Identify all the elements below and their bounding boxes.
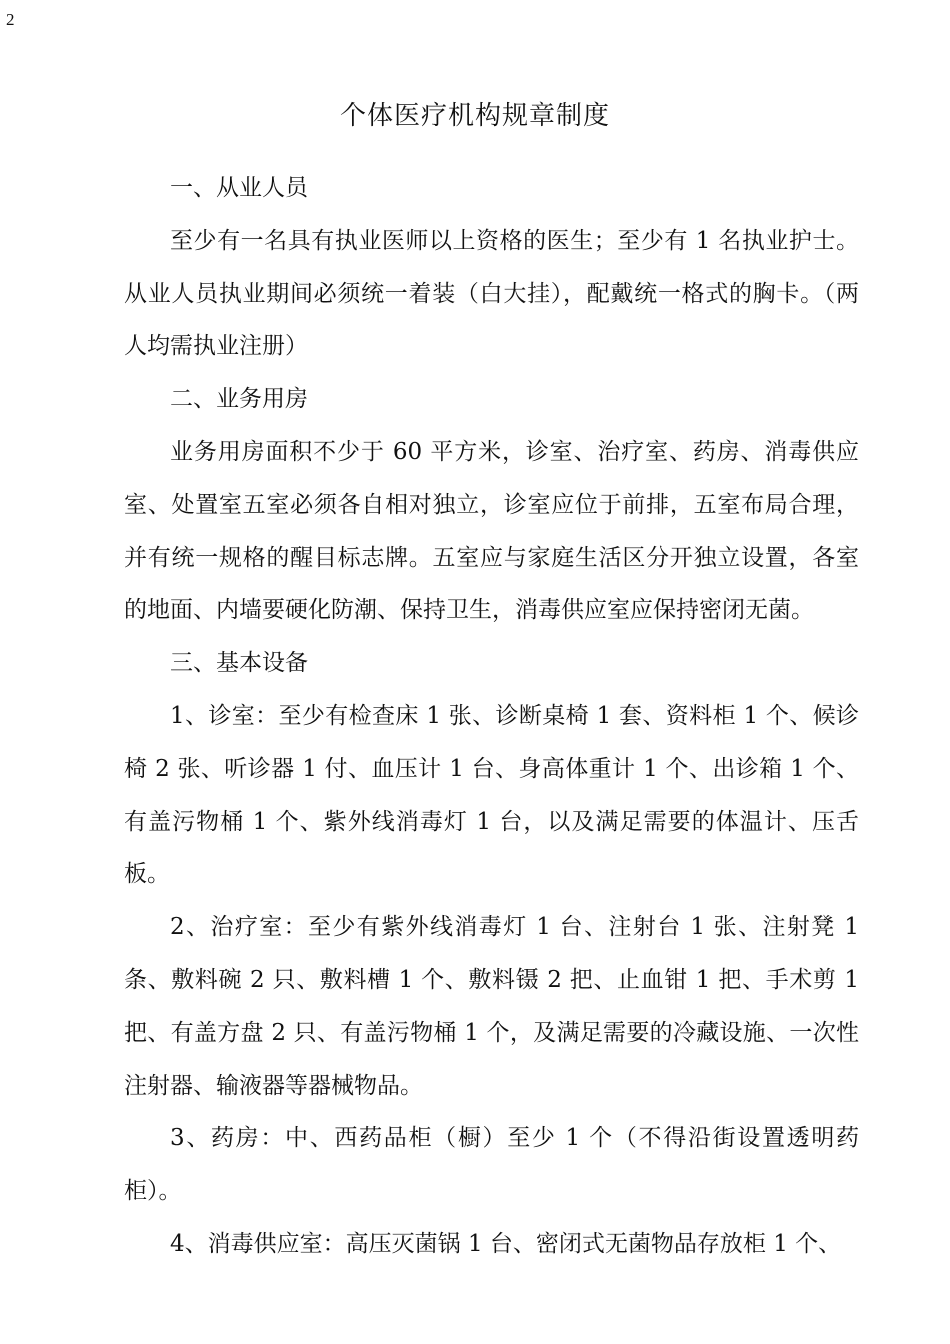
paragraph-pharmacy: 3、药房：中、西药品柜（橱）至少 1 个（不得沿街设置透明药柜）。 bbox=[124, 1125, 859, 1205]
paragraph-sterilization-room: 4、消毒供应室：高压灭菌锅 1 台、密闭式无菌物品存放柜 1 个、 bbox=[170, 1230, 842, 1257]
paragraph-personnel: 至少有一名具有执业医师以上资格的医生；至少有 1 名执业护士。从业人员执业期间必须统一着装（白大挂），配戴统一格式的胸卡。（两人均需执业注册） bbox=[124, 227, 859, 360]
document-title: 个体医疗机构规章制度 bbox=[339, 101, 610, 131]
section-heading-equipment: 三、基本设备 bbox=[170, 650, 308, 677]
paragraph-treatment-room: 2、治疗室：至少有紫外线消毒灯 1 台、注射台 1 张、注射凳 1 条、敷料碗 2 只、敷料槽 1 个、敷料镊 2 把、止血钳 1 把、手术剪 1 把、有盖方盘 2 只、有盖污物桶 1 个，及满足需要的冷藏设施、一次性注射器、输液器等器械物品。 bbox=[124, 914, 859, 1099]
paragraph-consultation-room: 1、诊室：至少有检查床 1 张、诊断桌椅 1 套、资料柜 1 个、候诊椅 2 张、听诊器 1 付、血压计 1 台、身高体重计 1 个、出诊箱 1 个、有盖污物桶 1 个、紫外线消毒灯 1 台，以及满足需要的体温计、压舌板。 bbox=[124, 702, 859, 888]
section-heading-personnel: 一、从业人员 bbox=[170, 175, 308, 201]
document-body bbox=[124, 162, 859, 1271]
paragraph-premises: 业务用房面积不少于 60 平方米，诊室、治疗室、药房、消毒供应室、处置室五室必须各自相对独立，诊室应位于前排，五室布局合理，并有统一规格的醒目标志牌。五室应与家庭生活区分开独立设置，各室的地面、内墙要硬化防潮、保持卫生，消毒供应室应保持密闭无菌。 bbox=[124, 438, 859, 624]
section-heading-premises: 二、业务用房 bbox=[170, 386, 308, 413]
page-number: 2 bbox=[6, 10, 15, 29]
